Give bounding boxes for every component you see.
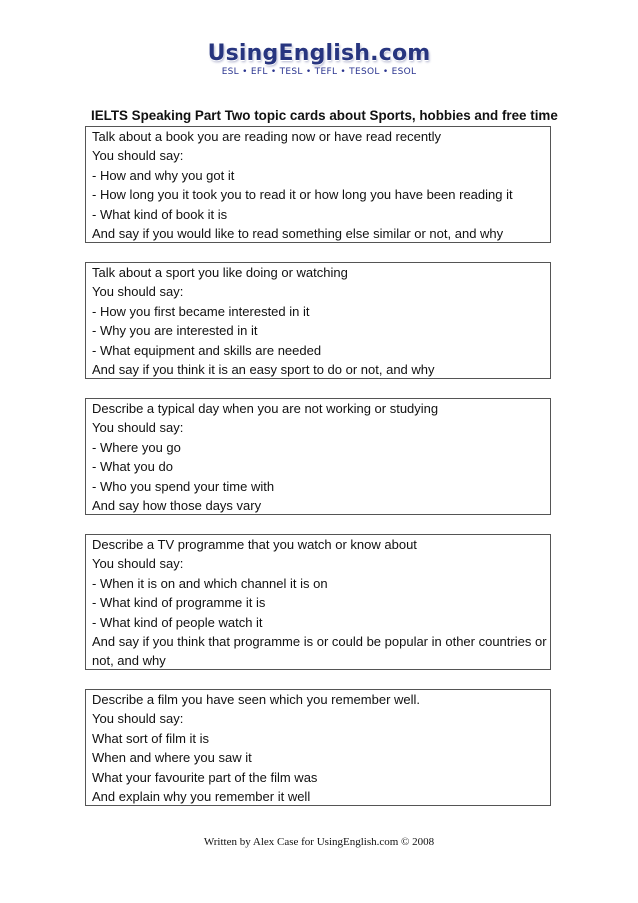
card-line: What sort of film it is xyxy=(92,730,210,746)
card-line: You should say: xyxy=(92,148,184,164)
card-line: - How and why you got it xyxy=(92,167,235,183)
card-line: - What equipment and skills are needed xyxy=(92,342,322,358)
card-line: - What kind of programme it is xyxy=(92,595,266,611)
card-line: - Who you spend your time with xyxy=(92,478,275,494)
topic-card-typical-day xyxy=(85,398,551,515)
card-line: - What kind of book it is xyxy=(92,206,228,222)
card-line: And explain why you remember it well xyxy=(92,789,311,805)
card-line: - How long you it took you to read it or how long you have been reading it xyxy=(92,187,513,203)
card-line: - How you first became interested in it xyxy=(92,303,310,319)
card-line: You should say: xyxy=(92,556,184,572)
card-line: You should say: xyxy=(92,284,184,300)
footer-credit: Written by Alex Case for UsingEnglish.com © 2008 xyxy=(203,836,435,848)
card-line: And say if you would like to read something else similar or not, and why xyxy=(92,226,504,242)
card-prompt: Talk about a sport you like doing or watching xyxy=(92,265,348,280)
card-line: - What kind of people watch it xyxy=(92,614,263,630)
card-line: And say how those days vary xyxy=(92,498,262,514)
topic-card-tv-programme xyxy=(85,534,551,670)
card-line: And say if you think it is an easy sport to do or not, and why xyxy=(92,362,435,378)
topic-card-book xyxy=(85,126,551,243)
card-line: - Why you are interested in it xyxy=(92,323,258,339)
card-line: And say if you think that programme is or could be popular in other countries or not, and why xyxy=(92,634,547,669)
card-line: What your favourite part of the film was xyxy=(92,769,318,785)
card-line: When and where you saw it xyxy=(92,750,252,766)
card-line: You should say: xyxy=(92,711,184,727)
card-prompt: Describe a typical day when you are not working or studying xyxy=(92,401,439,416)
card-prompt: Describe a film you have seen which you remember well. xyxy=(92,692,421,707)
card-line: You should say: xyxy=(92,420,184,436)
topic-card-film xyxy=(85,689,551,806)
card-prompt: Talk about a book you are reading now or have read recently xyxy=(92,129,442,144)
topic-card-sport xyxy=(85,262,551,379)
site-logo xyxy=(0,42,638,77)
card-line: - Where you go xyxy=(92,439,181,455)
page-title: IELTS Speaking Part Two topic cards about Sports, hobbies and free time xyxy=(91,108,558,123)
card-prompt: Describe a TV programme that you watch or know about xyxy=(92,537,417,552)
card-line: - When it is on and which channel it is on xyxy=(92,575,328,591)
card-line: - What you do xyxy=(92,459,173,475)
logo-title: UsingEnglish.com xyxy=(207,41,431,66)
logo-tagline: ESL • EFL • TESL • TEFL • TESOL • ESOL xyxy=(221,67,417,77)
